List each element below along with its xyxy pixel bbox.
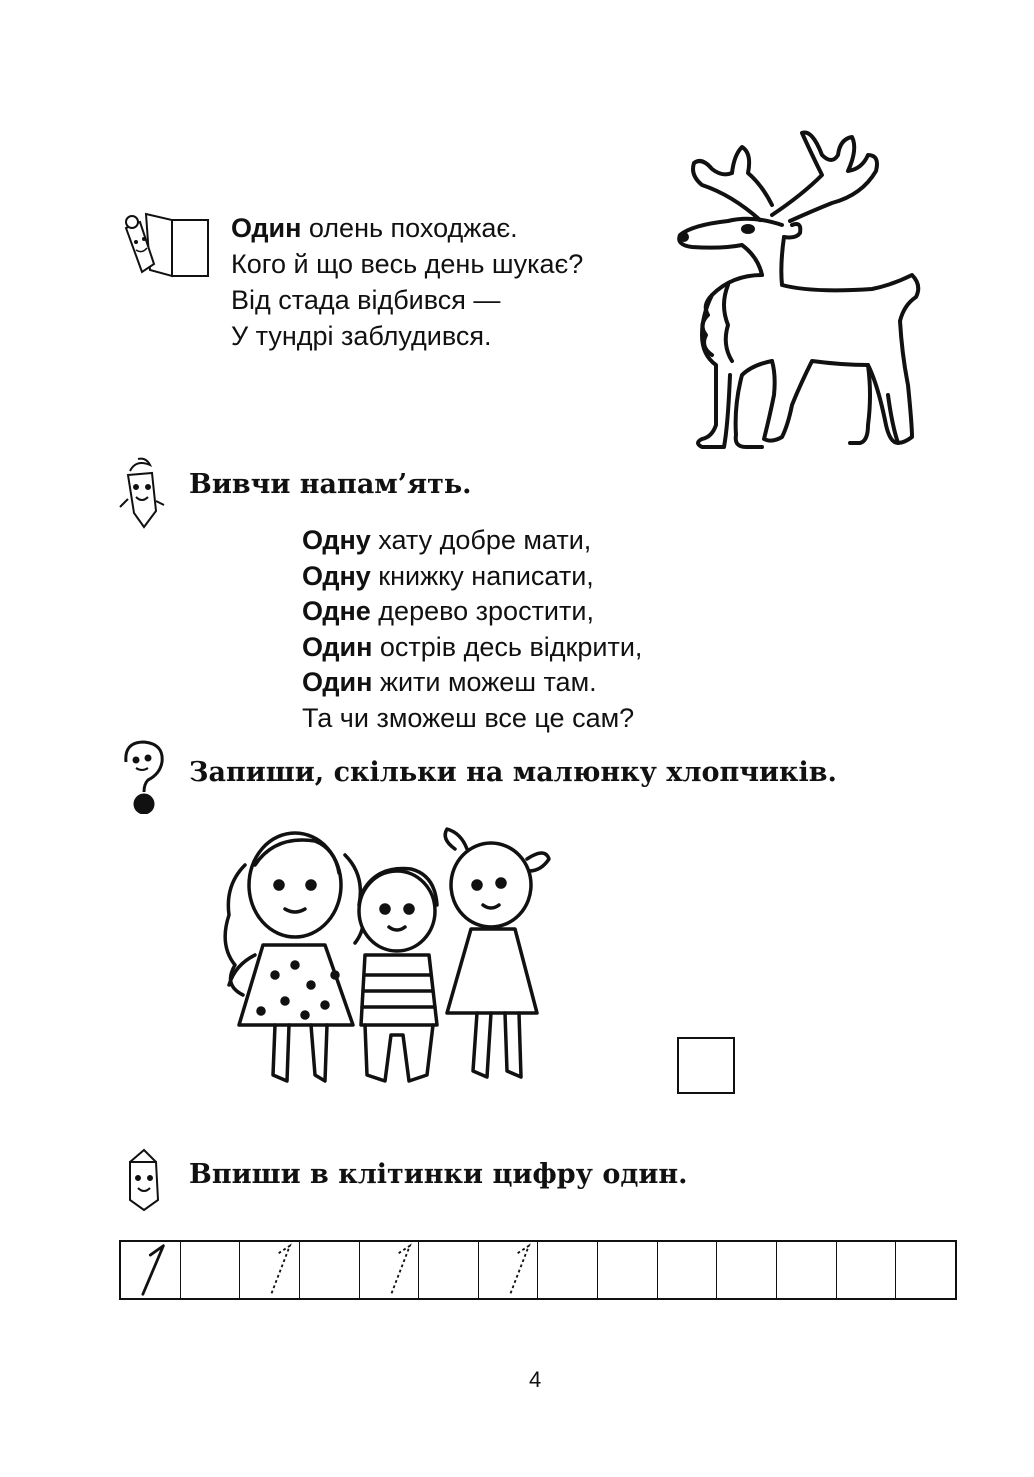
digit-writing-row	[119, 1240, 957, 1300]
poem-2-line: Один острів десь відкрити,	[302, 631, 643, 662]
poem-1-line: Кого й що весь день шукає?	[231, 249, 584, 279]
poem-1-line: Від стада відбився —	[231, 285, 501, 315]
poem-2-line: Один жити можеш там.	[302, 667, 597, 697]
page-number: 4	[529, 1367, 542, 1392]
poem-2-line: Одну книжку написати,	[302, 560, 594, 591]
writing-cell[interactable]	[299, 1242, 359, 1298]
writing-cell[interactable]	[180, 1242, 240, 1298]
writing-cell[interactable]	[836, 1242, 896, 1298]
task-1-instruction: Вивчи напам’ять.	[189, 469, 472, 500]
children-illustration	[215, 825, 560, 1100]
task-3-instruction: Впиши в клітинки цифру один.	[189, 1159, 688, 1190]
writing-cell-sample	[121, 1242, 180, 1298]
poem-1-line: Один олень походжає.	[231, 213, 518, 243]
writing-cell[interactable]	[776, 1242, 836, 1298]
poem-2-line: Одне дерево зростити,	[302, 596, 594, 626]
answer-box[interactable]	[677, 1037, 735, 1094]
pencil-writing-icon	[118, 1148, 168, 1212]
writing-cell[interactable]	[657, 1242, 717, 1298]
reading-icon	[116, 208, 212, 280]
writing-cell[interactable]	[716, 1242, 776, 1298]
poem-1	[231, 210, 583, 354]
writing-cell[interactable]	[895, 1242, 955, 1298]
poem-1-line: У тундрі заблудився.	[231, 321, 492, 351]
writing-cell-traced[interactable]	[239, 1242, 299, 1298]
reindeer-illustration	[672, 125, 932, 455]
writing-cell-traced[interactable]	[478, 1242, 538, 1298]
task-2-instruction: Запиши, скільки на малюнку хлопчиків.	[189, 757, 837, 788]
writing-cell-traced[interactable]	[359, 1242, 419, 1298]
poem-2-line: Та чи зможеш все це сам?	[302, 702, 635, 733]
writing-cell[interactable]	[418, 1242, 478, 1298]
poem-2	[302, 523, 642, 736]
poem-2-line: Одну хату добре мати,	[302, 525, 592, 555]
writing-cell[interactable]	[537, 1242, 597, 1298]
pencil-character-icon	[116, 455, 170, 530]
writing-cell[interactable]	[597, 1242, 657, 1298]
question-mark-icon	[118, 738, 168, 814]
